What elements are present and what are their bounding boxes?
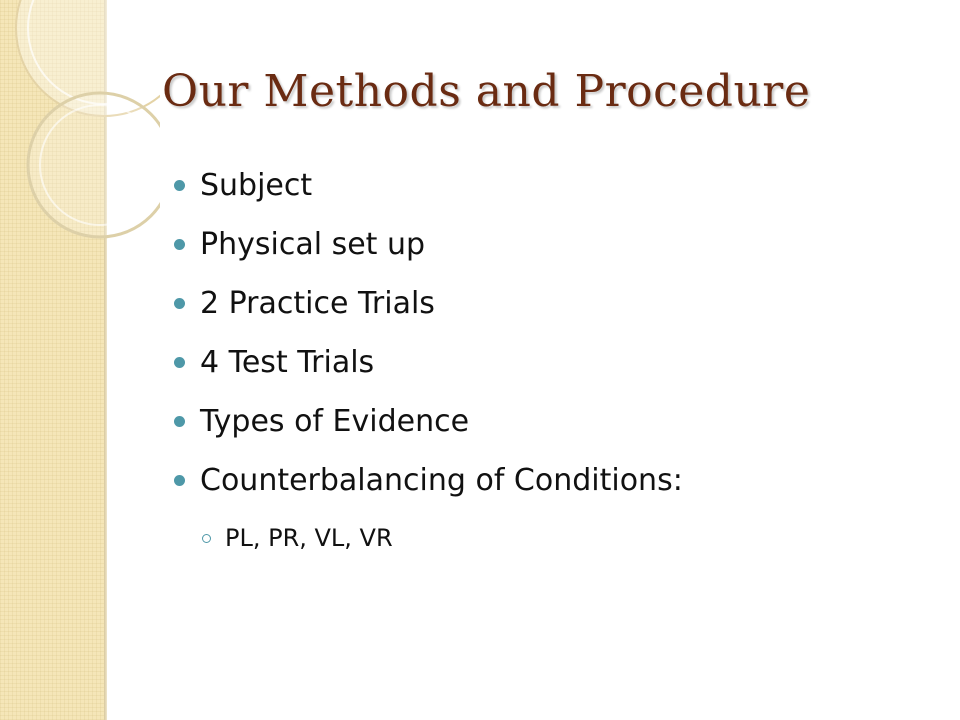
sub-bullet-ring-icon [202, 534, 211, 543]
bullet-item-types-of-evidence [174, 392, 683, 451]
bullet-item-counterbalancing [174, 451, 683, 510]
bullet-dot-icon [174, 239, 185, 250]
bullet-dot-icon [174, 298, 185, 309]
decorative-circles-icon [0, 0, 160, 260]
sub-bullet-item-conditions [202, 518, 393, 558]
bullet-dot-icon [174, 357, 185, 368]
bullet-item-subject [174, 156, 683, 215]
bullet-text: Counterbalancing of Conditions: [200, 463, 683, 498]
bullet-dot-icon [174, 416, 185, 427]
slide-title: Our Methods and Procedure [162, 66, 811, 117]
bullet-item-practice-trials [174, 274, 683, 333]
bullet-text: Physical set up [200, 227, 426, 262]
bullet-list [174, 156, 683, 510]
bullet-item-physical-setup [174, 215, 683, 274]
bullet-item-test-trials [174, 333, 683, 392]
sub-bullet-text: PL, PR, VL, VR [225, 524, 393, 552]
bullet-dot-icon [174, 180, 185, 191]
bullet-text: Subject [200, 168, 313, 203]
bullet-text: Types of Evidence [200, 404, 470, 439]
bullet-text: 2 Practice Trials [200, 286, 435, 321]
bullet-text: 4 Test Trials [200, 345, 375, 380]
bullet-dot-icon [174, 475, 185, 486]
